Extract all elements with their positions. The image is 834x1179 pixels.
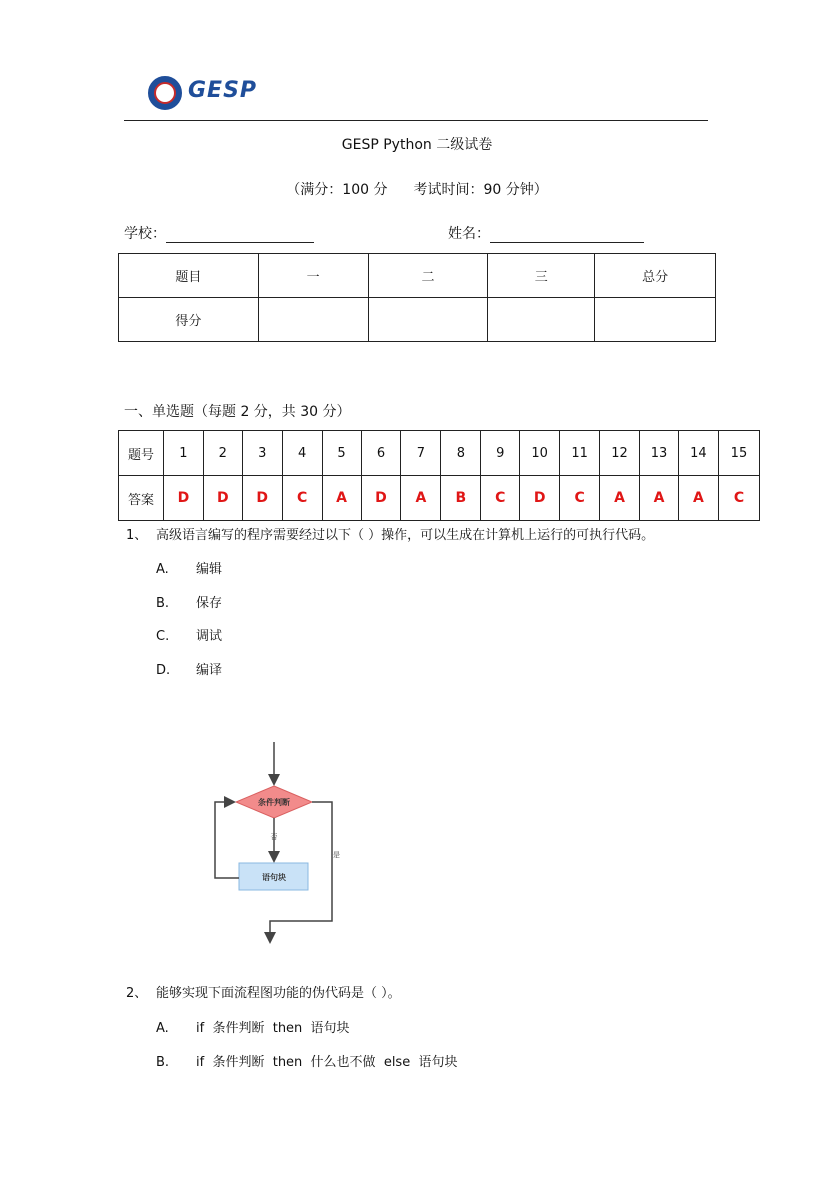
- answer-cell: A: [640, 476, 679, 521]
- question-1: [126, 524, 654, 543]
- option-b: [156, 592, 222, 611]
- no-label: 否: [270, 833, 278, 841]
- answer-cell: D: [520, 476, 560, 521]
- school-field: [124, 223, 314, 243]
- name-label: 姓名：: [448, 226, 490, 242]
- option-letter: D.: [156, 663, 171, 678]
- score-header-cell: 题目: [119, 254, 259, 298]
- exam-time: 考试时间：90 分钟）: [413, 182, 548, 198]
- condition-label: 条件判断: [258, 798, 290, 807]
- option-letter: A.: [156, 1021, 169, 1036]
- question-number-cell: 9: [481, 431, 520, 476]
- option-letter: C.: [156, 629, 170, 644]
- option-letter: A.: [156, 562, 169, 577]
- section-heading: 一、单选题（每题 2 分，共 30 分）: [124, 404, 351, 420]
- option-c: [156, 625, 222, 644]
- score-table: [118, 253, 716, 342]
- loop-back-arrow: [215, 802, 239, 878]
- answer-cell: A: [600, 476, 640, 521]
- option-text: 编辑: [196, 562, 223, 577]
- option-text: 保存: [196, 596, 223, 611]
- option-a: [156, 558, 222, 577]
- answer-row-label: 答案: [119, 476, 164, 521]
- question-number-cell: 6: [361, 431, 401, 476]
- question-number-cell: 8: [441, 431, 481, 476]
- answer-table: [118, 430, 760, 521]
- question-number-cell: 4: [282, 431, 322, 476]
- gesp-logo: [148, 76, 268, 110]
- score-header-cell: 三: [488, 254, 595, 298]
- score-header-cell: 一: [258, 254, 368, 298]
- block-label: 语句块: [262, 873, 286, 882]
- yes-label: 是: [333, 851, 340, 859]
- score-table-row: [119, 298, 716, 342]
- answer-cell: D: [242, 476, 282, 521]
- answer-cell: C: [560, 476, 600, 521]
- option-text: if 条件判断 then 什么也不做 else 语句块: [196, 1055, 458, 1070]
- score-header-cell: 二: [368, 254, 488, 298]
- option-text: 调试: [196, 629, 223, 644]
- question-number-cell: 15: [718, 431, 759, 476]
- exam-title: GESP Python 二级试卷: [341, 137, 493, 153]
- question-number-cell: 1: [163, 431, 203, 476]
- score-cell: [258, 298, 368, 342]
- name-blank: [490, 227, 644, 243]
- answer-cell: A: [678, 476, 718, 521]
- school-blank: [166, 227, 314, 243]
- question-number-cell: 13: [640, 431, 679, 476]
- option-d: [156, 659, 222, 678]
- answer-cell: A: [322, 476, 361, 521]
- answer-row: [119, 476, 760, 521]
- seal-icon: [148, 76, 182, 110]
- question-number-cell: 3: [242, 431, 282, 476]
- header-rule: [124, 120, 708, 121]
- score-cell: [595, 298, 716, 342]
- score-cell: [368, 298, 488, 342]
- name-field: [448, 223, 644, 243]
- score-row-label: 得分: [119, 298, 259, 342]
- logo-text: GESP: [188, 78, 258, 103]
- question-number-cell: 14: [678, 431, 718, 476]
- option-text: 编译: [196, 663, 223, 678]
- question-number-cell: 2: [203, 431, 242, 476]
- question-number: 2、: [126, 986, 148, 1001]
- answer-cell: C: [718, 476, 759, 521]
- option-text: if 条件判断 then 语句块: [196, 1021, 350, 1036]
- number-row-label: 题号: [119, 431, 164, 476]
- question-number-cell: 11: [560, 431, 600, 476]
- answer-cell: C: [481, 476, 520, 521]
- question-number: 1、: [126, 528, 148, 543]
- score-table-header-row: [119, 254, 716, 298]
- full-score: （满分：100 分: [286, 182, 388, 198]
- answer-cell: D: [163, 476, 203, 521]
- score-header-cell: 总分: [595, 254, 716, 298]
- question-number-cell: 7: [401, 431, 441, 476]
- question-number-cell: 12: [600, 431, 640, 476]
- answer-cell: B: [441, 476, 481, 521]
- option-letter: B.: [156, 1055, 170, 1070]
- score-cell: [488, 298, 595, 342]
- question-text: 高级语言编写的程序需要经过以下（ ）操作，可以生成在计算机上运行的可执行代码。: [156, 528, 655, 543]
- question-number-cell: 5: [322, 431, 361, 476]
- question-2: [126, 982, 401, 1001]
- question-text: 能够实现下面流程图功能的伪代码是（ ）。: [156, 986, 401, 1001]
- exam-subtitle: [0, 179, 834, 199]
- answer-cell: D: [361, 476, 401, 521]
- option-a: [156, 1017, 350, 1036]
- option-b: [156, 1051, 457, 1070]
- question-number-row: [119, 431, 760, 476]
- answer-cell: C: [282, 476, 322, 521]
- flowchart: [200, 738, 370, 948]
- answer-cell: A: [401, 476, 441, 521]
- question-number-cell: 10: [520, 431, 560, 476]
- answer-cell: D: [203, 476, 242, 521]
- school-label: 学校：: [124, 226, 166, 242]
- option-letter: B.: [156, 596, 170, 611]
